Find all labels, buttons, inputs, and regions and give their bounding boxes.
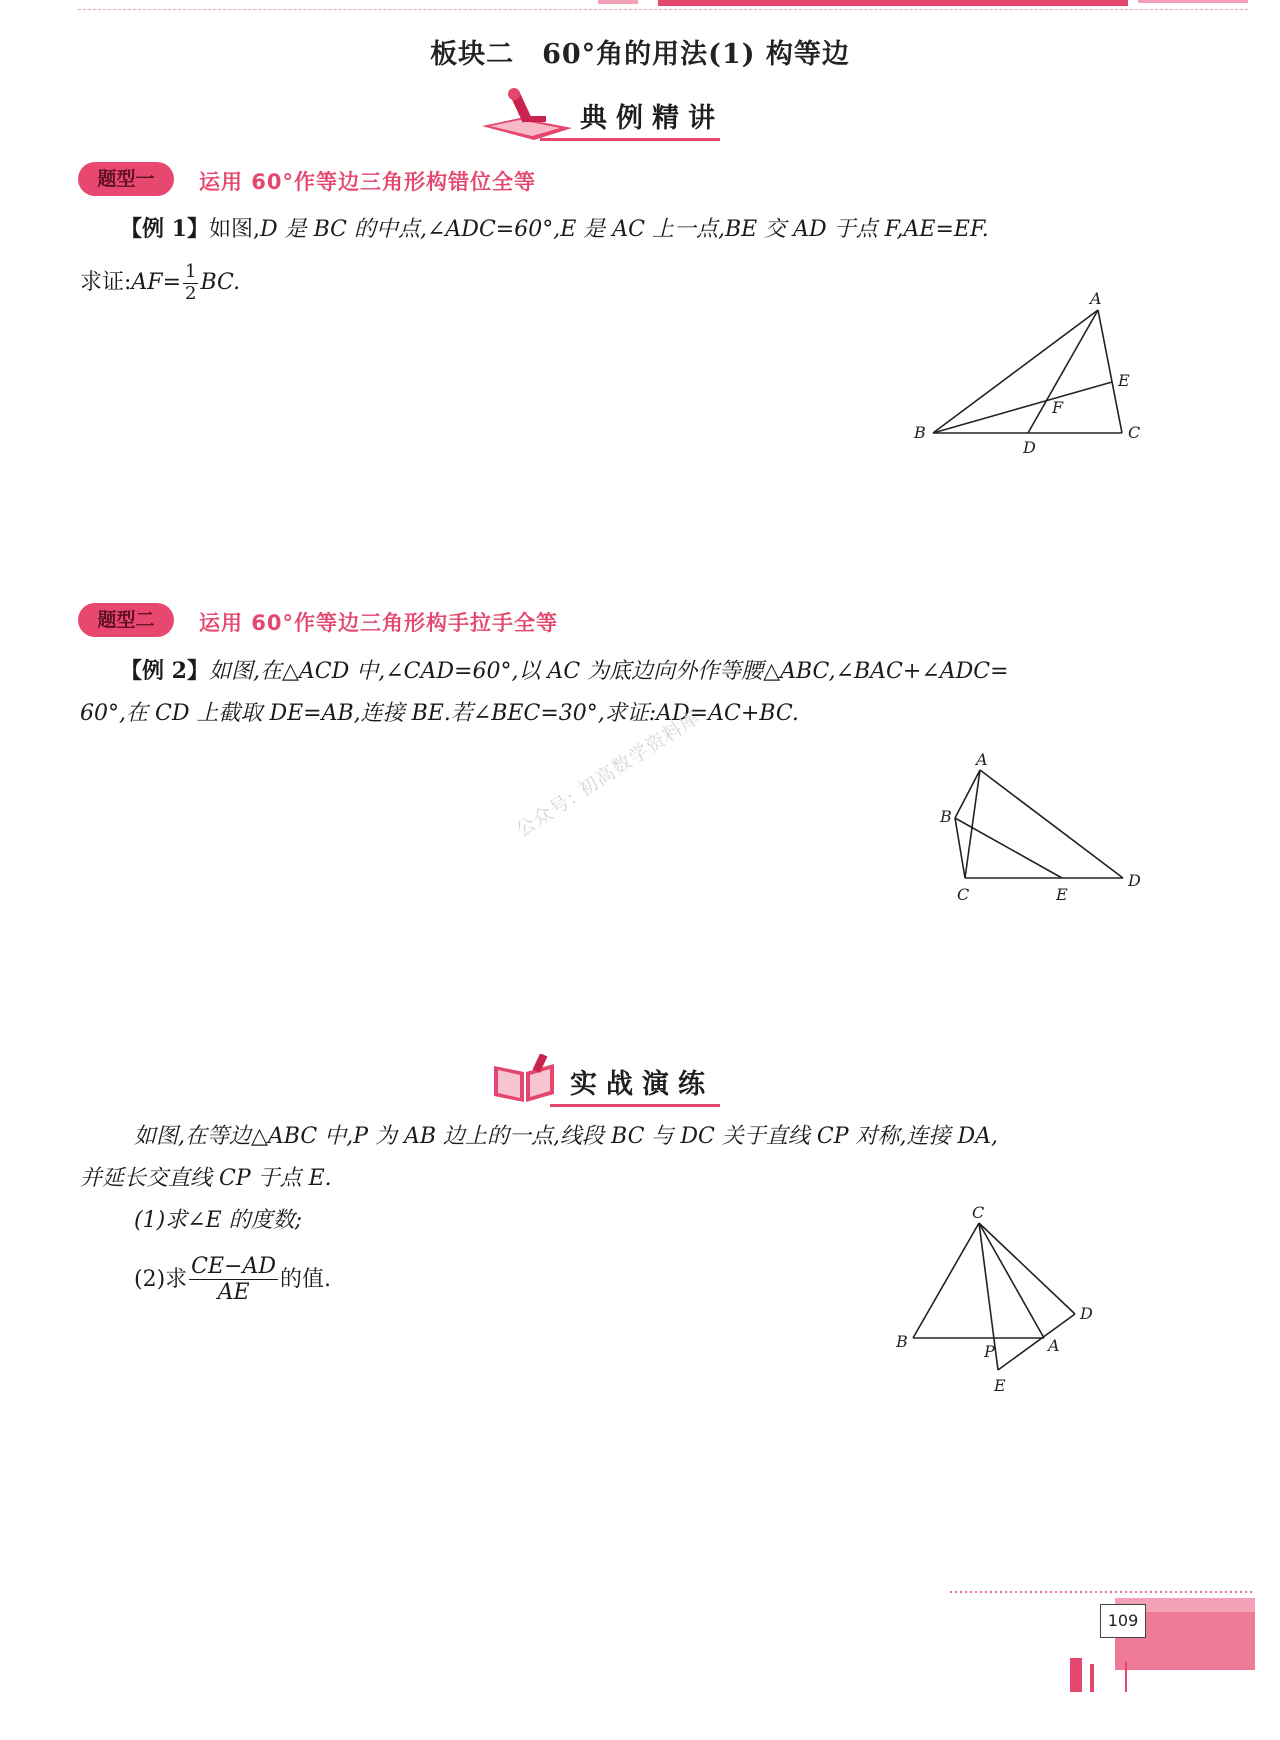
examples-heading: 典例精讲	[580, 103, 724, 134]
practice-section-banner	[490, 1052, 740, 1108]
example2-text	[80, 650, 1180, 735]
type1-badge: 题型一	[78, 162, 174, 196]
example2-label: 【例 2】	[120, 658, 209, 684]
example1-prove-rhs: BC.	[200, 270, 241, 296]
practice-q2	[134, 1254, 331, 1306]
fig1-label-f: F	[1052, 398, 1064, 417]
fig2-label-a: A	[976, 750, 988, 769]
type2-title: 运用 60°作等边三角形构手拉手全等	[199, 611, 559, 635]
fig2-label-b: B	[940, 807, 952, 826]
type1-title: 运用 60°作等边三角形构错位全等	[199, 170, 537, 194]
example2-line1-row	[80, 650, 1180, 693]
practice-line1: 如图,在等边△ABC 中,P 为 AB 边上的一点,线段 BC 与 DC 关于直线 CP 对称,连接 DA,	[134, 1124, 999, 1149]
example1-frac-num: 1	[185, 261, 197, 282]
example1-fraction	[183, 262, 198, 304]
fig2-label-c: C	[957, 885, 970, 904]
examples-heading-underline	[540, 138, 720, 141]
watermark-text: 公众号: 初高数学资料库	[512, 706, 705, 842]
example1-frac-den: 2	[185, 282, 197, 304]
microscope-icon	[480, 86, 576, 142]
practice-heading: 实战演练	[570, 1069, 714, 1100]
type2-badge: 题型二	[78, 603, 174, 637]
practice-q2-prefix: (2)求	[134, 1266, 188, 1292]
book-icon	[490, 1054, 560, 1106]
example2-line1: 如图,在△ACD 中,∠CAD=60°,以 AC 为底边向外作等腰△ABC,∠BAC+∠ADC=	[208, 659, 1009, 684]
top-divider-line	[78, 9, 1248, 10]
practice-text	[80, 1116, 1180, 1200]
page-number: 109	[1100, 1604, 1146, 1638]
example1-prove-lhs: AF=	[131, 270, 182, 296]
practice-line2: 并延长交直线 CP 于点 E.	[80, 1166, 332, 1191]
example2-figure	[920, 750, 1150, 920]
page-title: 板块二 60°角的用法(1) 构等边	[430, 39, 850, 70]
practice-q2-suffix: 的值.	[280, 1266, 332, 1292]
practice-figure	[890, 1205, 1120, 1405]
example1-line1-body: D 是 BC 的中点,∠ADC=60°,E 是 AC 上一点,BE 交 AD 于点 F,AE=EF.	[259, 217, 989, 242]
fig3-label-e: E	[994, 1376, 1006, 1395]
practice-q2-den: AE	[217, 1280, 250, 1306]
example2-line2: 60°,在 CD 上截取 DE=AB,连接 BE.若∠BEC=30°,求证:AD=AC+BC.	[80, 701, 799, 726]
fig1-label-e: E	[1118, 371, 1130, 390]
fig2-label-e: E	[1056, 885, 1068, 904]
example1-line1-pre: 如图,	[208, 217, 260, 242]
practice-q1	[134, 1200, 302, 1242]
example1-label: 【例 1】	[120, 216, 209, 242]
fig1-label-a: A	[1090, 290, 1102, 308]
practice-heading-underline	[550, 1104, 720, 1107]
practice-q2-num: CE−AD	[191, 1254, 277, 1279]
example1-text	[80, 208, 1160, 251]
practice-line1-row	[80, 1116, 1180, 1158]
fig3-label-b: B	[896, 1332, 908, 1351]
practice-q1-text: (1)求∠E 的度数;	[134, 1208, 303, 1233]
example1-prove-prefix: 求证:	[80, 270, 132, 296]
fig3-label-c: C	[972, 1205, 985, 1222]
fig3-label-p: P	[984, 1342, 995, 1361]
fig3-label-d: D	[1080, 1304, 1093, 1323]
practice-q2-fraction	[189, 1254, 278, 1306]
example1-prove	[80, 262, 240, 304]
examples-section-banner	[480, 86, 740, 142]
example1-figure	[900, 290, 1150, 470]
fig1-label-c: C	[1128, 423, 1141, 442]
fig1-label-b: B	[914, 423, 926, 442]
fig1-label-d: D	[1023, 438, 1036, 457]
fig3-label-a: A	[1048, 1336, 1060, 1355]
fig2-label-d: D	[1128, 871, 1141, 890]
